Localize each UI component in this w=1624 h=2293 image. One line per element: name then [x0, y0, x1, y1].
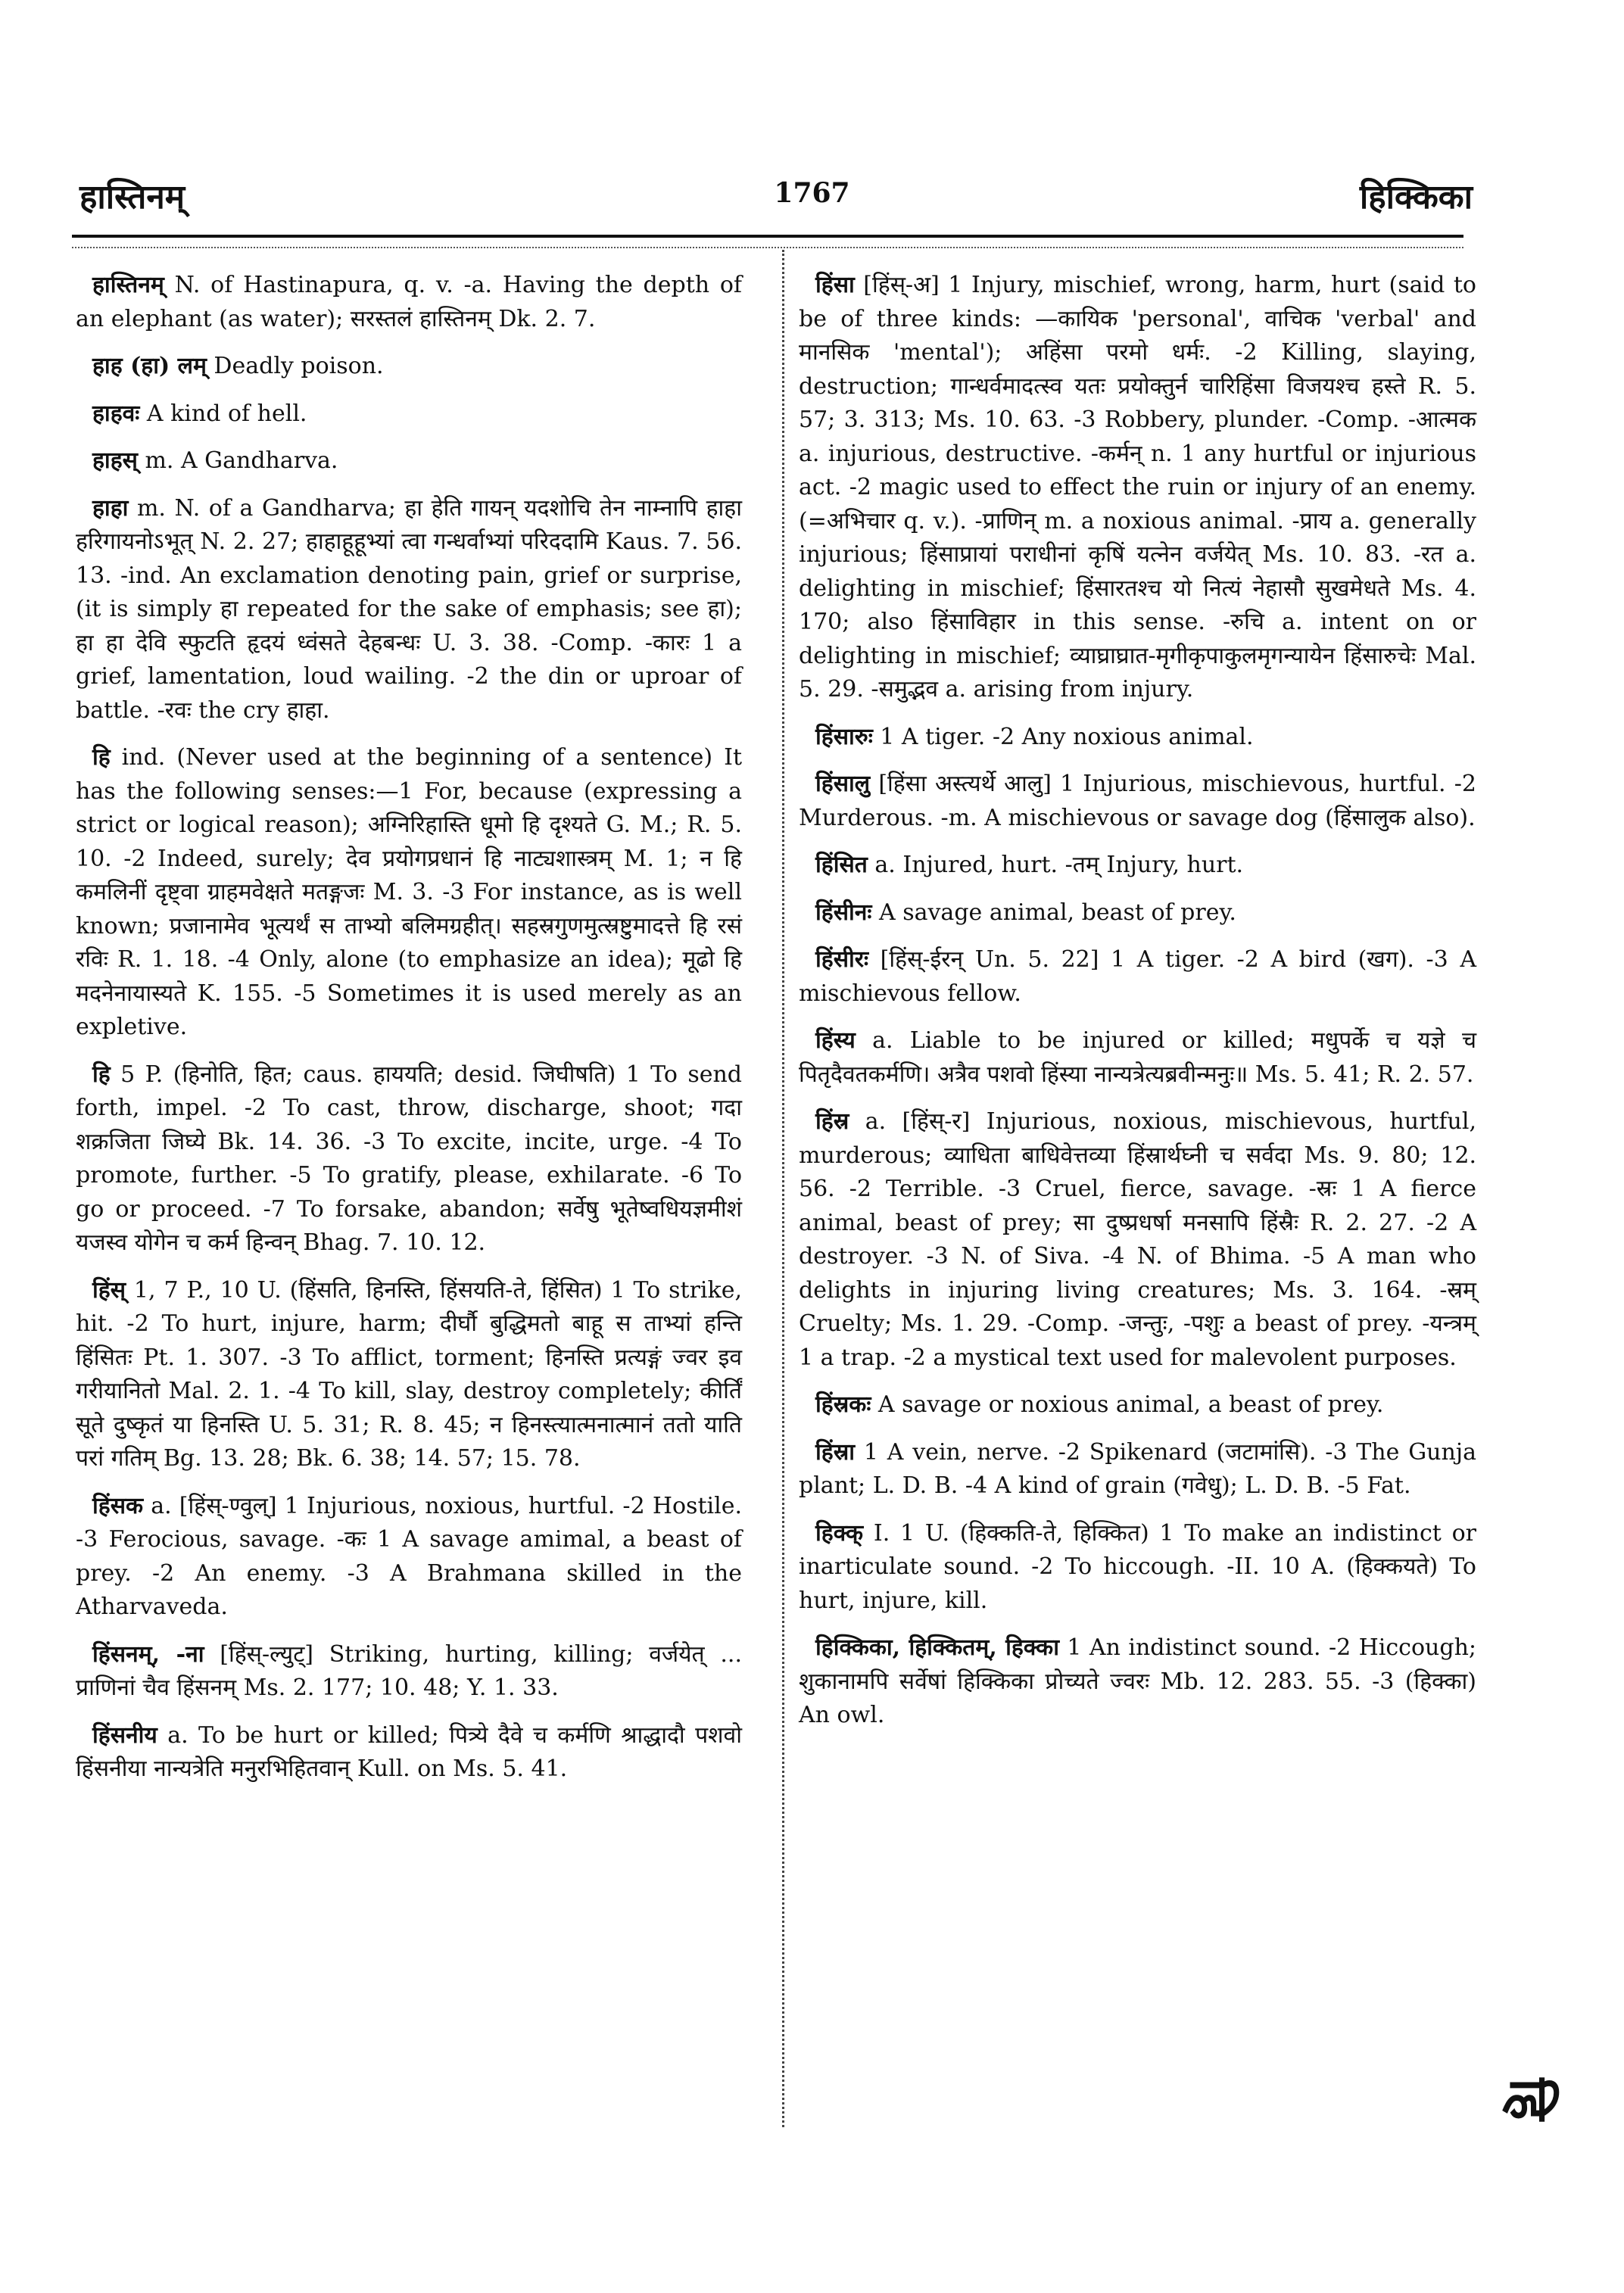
entry-headword: हिंसित	[815, 852, 868, 878]
column-divider	[782, 250, 784, 2127]
entry-definition: 1 An indistinct sound. -2 Hiccough; शुकानामपि सर्वेषां हिक्किका प्रोच्यते ज्वरः Mb. 12. 283. 55. -3 (हिक्का) An owl.	[799, 1634, 1477, 1728]
entry-definition: a. [हिंस्-ण्वुल्] 1 Injurious, noxious, hurtful. -2 Hostile. -3 Ferocious, savage. -कः 1 A savage amimal, a beast of prey. -2 An enemy. -3 A Brahmana skilled in the Atharvaveda.	[76, 1492, 742, 1620]
dictionary-entry	[799, 721, 1476, 755]
left-column	[76, 269, 742, 1800]
entry-definition: 1 A tiger. -2 Any noxious animal.	[872, 723, 1254, 750]
margin-thumb-index: हि	[1498, 2078, 1561, 2120]
entry-definition: a. [हिंस्-र] Injurious, noxious, mischievous, hurtful, murderous; व्याधिता बाधिवेत्तव्या हिंस्रार्थघ्नी च सर्वदा Ms. 9. 80; 12. 56. -2 Terrible. -3 Cruel, fierce, savage. -स्रः 1 A fierce animal, beast of prey; सा दुष्प्रधर्षा मनसापि हिंस्रैः R. 2. 27. -2 A destroyer. -3 N. of Siva. -4 N. of Bhima. -5 A man who delights in injuring living creatures; Ms. 3. 164. -स्रम् Cruelty; Ms. 1. 29. -Comp. -जन्तुः, -पशुः a beast of prey. -यन्त्रम् 1 a trap. -2 a mystical text used for malevolent purposes.	[799, 1108, 1476, 1371]
header-rule	[72, 235, 1463, 238]
dictionary-entry	[799, 849, 1476, 883]
entry-definition: I. 1 U. (हिक्कति-ते, हिक्कित) 1 To make an indistinct or inarticulate sound. -2 To hiccough. -II. 10 A. (हिक्कयते) To hurt, injure, kill.	[799, 1519, 1476, 1614]
entry-definition: 5 P. (हिनोति, हित; caus. हाययति; desid. जिघीषति) 1 To send forth, impel. -2 To cast, throw, discharge, shoot; गदा शक्रजिता जिघ्ये Bk. 14. 36. -3 To excite, incite, urge. -4 To promote, further. -5 To gratify, please, exhilarate. -6 To go or proceed. -7 To forsake, abandon; सर्वेषु भूतेष्वधियज्ञमीशं यजस्व योगेन च कर्म हिन्वन् Bhag. 7. 10. 12.	[76, 1061, 742, 1256]
dictionary-entry	[76, 444, 742, 478]
entry-headword: हि	[92, 744, 111, 771]
entry-headword: हिंसनम्, -ना	[92, 1640, 204, 1668]
entry-definition: m. A Gandharva.	[137, 447, 338, 474]
dictionary-entry	[76, 1638, 742, 1706]
dictionary-entry	[799, 269, 1476, 707]
entry-definition: N. of Hastinapura, q. v. -a. Having the depth of an elephant (as water); सरस्तलं हास्तिनम् Dk. 2. 7.	[76, 272, 742, 332]
entry-definition: 1, 7 P., 10 U. (हिंसति, हिनस्ति, हिंसयति-ते, हिंसित) 1 To strike, hit. -2 To hurt, injure, harm; दीर्घौ बुद्धिमतो बाहू स ताभ्यां हन्ति हिंसितः Pt. 1. 307. -3 To afflict, torment; हिनस्ति प्रत्यङ्गं ज्वर इव गरीयानितो Mal. 2. 1. -4 To kill, slay, destroy completely; कीर्तिं सूते दुष्कृतं या हिनस्ति U. 5. 31; R. 8. 45; न हिनस्त्यात्मनात्मानं ततो याति परां गतिम् Bg. 13. 28; Bk. 6. 38; 14. 57; 15. 78.	[76, 1276, 742, 1472]
entry-headword: हिंसनीय	[92, 1721, 157, 1749]
entry-definition: a. Injured, hurt. -तम् Injury, hurt.	[867, 852, 1244, 878]
entry-definition: A kind of hell.	[139, 400, 307, 427]
entry-definition: a. Liable to be injured or killed; मधुपर्के च यज्ञे च पितृदैवतकर्मणि। अत्रैव पशवो हिंस्या नान्यत्रेत्यब्रवीन्मनुः॥ Ms. 5. 41; R. 2. 57.	[799, 1027, 1476, 1088]
entry-headword: हिंसालु	[815, 771, 871, 797]
entry-headword: हिंसारुः	[815, 723, 873, 750]
entry-definition: 1 A vein, nerve. -2 Spikenard (जटामांसि). -3 The Gunja plant; L. D. B. -4 A kind of grain (गवेधु); L. D. B. -5 Fat.	[799, 1438, 1476, 1499]
dictionary-entry	[799, 896, 1476, 930]
dictionary-entry	[76, 1719, 742, 1787]
entry-headword: हिंस्य	[815, 1027, 856, 1054]
entry-definition: A savage or noxious animal, a beast of prey.	[871, 1391, 1384, 1418]
entry-headword: हाहस्	[92, 447, 138, 474]
entry-definition: ind. (Never used at the beginning of a sentence) It has the following senses:—1 For, because (expressing a strict or logical reason); अग्निरिहास्ति धूमो हि दृश्यते G. M.; R. 5. 10. -2 Indeed, surely; देव प्रयोगप्रधानं हि नाट्यशास्त्रम् M. 1; न हि कमलिनीं दृष्ट्वा ग्राहमवेक्षते मतङ्गजः M. 3. -3 For instance, as is well known; प्रजानामेव भूत्यर्थं स ताभ्यो बलिमग्रहीत्। सहस्रगुणमुत्स्रष्टुमादत्ते हि रसं रविः R. 1. 18. -4 Only, alone (to emphasize an idea); मूढो हि मदनेनायास्यते K. 155. -5 Sometimes it is used merely as an expletive.	[76, 744, 742, 1040]
dictionary-entry	[76, 397, 742, 431]
dictionary-entry	[76, 492, 742, 728]
dictionary-entry	[76, 269, 742, 336]
page-number: 1767	[774, 177, 850, 209]
dictionary-entry	[799, 1024, 1476, 1092]
dictionary-entry	[76, 350, 742, 384]
entry-headword: हाह (हा) लम्	[92, 353, 207, 379]
entry-definition: a. To be hurt or killed; पित्र्ये दैवे च कर्मणि श्राद्धादौ पशवो हिंसनीया नान्यत्रेति मनुरभिहितवान् Kull. on Ms. 5. 41.	[76, 1721, 742, 1782]
entry-definition: [हिंस्-अ] 1 Injury, mischief, wrong, harm, hurt (said to be of three kinds: —कायिक 'personal', वाचिक 'verbal' and मानसिक 'mental'); अहिंसा परमो धर्मः. -2 Killing, slaying, destruction; गान्धर्वमादत्स्व यतः प्रयोक्तुर्न चारिहिंसा विजयश्च हस्ते R. 5. 57; 3. 313; Ms. 10. 63. -3 Robbery, plunder. -Comp. -आत्मक a. injurious, destructive. -कर्मन् n. 1 any hurtful or injurious act. -2 magic used to effect the ruin or injury of an enemy. (=अभिचार q. v.). -प्राणिन् m. a noxious animal. -प्राय a. generally injurious; हिंसाप्रायां पराधीनां कृषिं यत्नेन वर्जयेत् Ms. 10. 83. -रत a. delighting in mischief; हिंसारतश्च यो नित्यं नेहासौ सुखमेधते Ms. 4. 170; also हिंसाविहार in this sense. -रुचि a. intent on or delighting in mischief; व्याघ्राघ्रात-मृगीकृपाकुलमृगन्यायेन हिंसारुचेः Mal. 5. 29. -समुद्भव a. arising from injury.	[799, 272, 1476, 703]
entry-headword: हास्तिनम्	[92, 272, 164, 298]
entry-headword: हिक्किका, हिक्कितम्, हिक्का	[815, 1634, 1059, 1661]
entry-headword: हाहा	[92, 494, 129, 522]
dictionary-entry	[76, 741, 742, 1045]
entry-definition: [हिंस्-ल्युट्] Striking, hurting, killing; वर्जयेत् ... प्राणिनां चैव हिंसनम् Ms. 2. 177; 10. 48; Y. 1. 33.	[76, 1640, 742, 1701]
header-left-guideword: हास्तिनम्	[79, 178, 185, 217]
dictionary-entry	[76, 1058, 742, 1260]
entry-definition: [हिंस्-ईरन् Un. 5. 22] 1 A tiger. -2 A bird (खग). -3 A mischievous fellow.	[799, 946, 1476, 1007]
dictionary-entry	[799, 1517, 1476, 1618]
dictionary-entry	[799, 1631, 1476, 1733]
header-dotted-rule	[72, 247, 1463, 248]
entry-headword: हिंस्रकः	[815, 1391, 871, 1418]
entry-headword: हि	[92, 1061, 111, 1088]
entry-headword: हिंसीनः	[815, 899, 872, 926]
entry-headword: हिंसा	[815, 272, 855, 298]
entry-headword: हिंस्र	[815, 1108, 849, 1135]
entry-headword: हिंस्	[92, 1276, 126, 1304]
right-column	[799, 269, 1476, 1746]
entry-definition: Deadly poison.	[206, 353, 384, 379]
dictionary-entry	[799, 1105, 1476, 1375]
entry-headword: हिंस्रा	[815, 1438, 856, 1466]
entry-headword: हाहवः	[92, 400, 140, 427]
dictionary-entry	[76, 1274, 742, 1476]
entry-definition: m. N. of a Gandharva; हा हेति गायन् यदशोचि तेन नाम्नापि हाहा हरिगायनोऽभूत् N. 2. 27; हाहाहूहूभ्यां त्वा गन्धर्वाभ्यां परिददामि Kaus. 7. 56. 13. -ind. An exclamation denoting pain, grief or surprise, (it is simply हा repeated for the sake of emphasis; see हा); हा हा देवि स्फुटति हृदयं ध्वंसते देहबन्धः U. 3. 38. -Comp. -कारः 1 a grief, lamentation, loud wailing. -2 the din or uproar of battle. -रवः the cry हाहा.	[76, 494, 742, 724]
dictionary-entry	[799, 943, 1476, 1011]
dictionary-entry	[799, 768, 1476, 835]
entry-headword: हिंसीरः	[815, 946, 869, 973]
header-right-guideword: हिक्किका	[1359, 178, 1473, 217]
entry-definition: [हिंसा अस्त्यर्थे आलु] 1 Injurious, mischievous, hurtful. -2 Murderous. -m. A mischievous or savage dog (हिंसालुक also).	[799, 771, 1476, 831]
dictionary-entry	[799, 1388, 1476, 1422]
entry-headword: हिंसक	[92, 1492, 144, 1519]
entry-headword: हिक्क्	[815, 1519, 864, 1547]
dictionary-entry	[76, 1490, 742, 1625]
dictionary-entry	[799, 1436, 1476, 1503]
entry-definition: A savage animal, beast of prey.	[871, 899, 1236, 926]
